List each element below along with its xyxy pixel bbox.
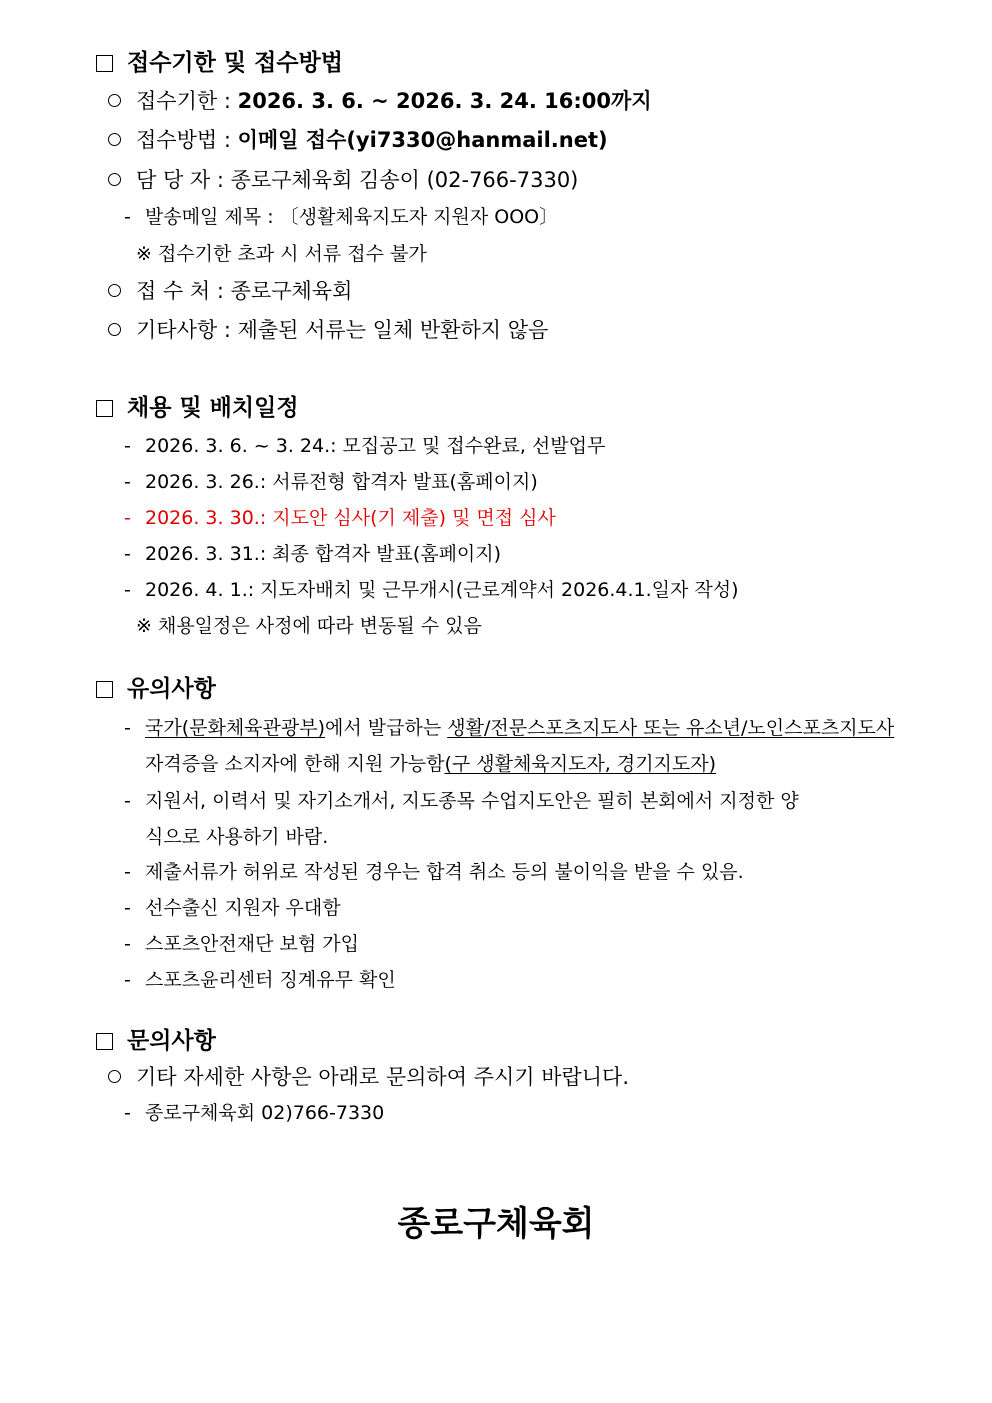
circle-bullet-icon <box>108 173 121 186</box>
notice-item-forms: - 지원서, 이력서 및 자기소개서, 지도종목 수업지도안은 필히 본회에서 지정한 양 <box>124 790 799 812</box>
submission-office: 접 수 처 : 종로구체육회 <box>108 281 352 302</box>
section-heading-application: 접수기한 및 접수방법 <box>96 52 343 75</box>
section-heading-inquiry: 문의사항 <box>96 1030 216 1053</box>
contact-value: 종로구체육회 김송이 (02-766-7330) <box>230 168 579 192</box>
schedule-item-highlighted: - 2026. 3. 30.: 지도안 심사(기 제출) 및 면접 심사 <box>124 507 556 529</box>
late-submission-note: ※ 접수기한 초과 시 서류 접수 불가 <box>136 243 427 265</box>
section-heading-schedule: 채용 및 배치일정 <box>96 397 299 420</box>
checkbox-square-icon <box>96 400 113 417</box>
circle-bullet-icon <box>108 284 121 297</box>
organization-signature: 종로구체육회 <box>397 1204 595 1244</box>
checkbox-square-icon <box>96 1033 113 1050</box>
schedule-note: ※ 채용일정은 사정에 따라 변동될 수 있음 <box>136 615 482 637</box>
application-deadline: 접수기한 : 2026. 3. 6. ~ 2026. 3. 24. 16:00까지 <box>108 91 652 112</box>
email-subject-rule: - 발송메일 제목 : 〔생활체육지도자 지원자 OOO〕 <box>124 206 559 228</box>
circle-bullet-icon <box>108 94 121 107</box>
deadline-value: 2026. 3. 6. ~ 2026. 3. 24. 16:00까지 <box>237 89 652 113</box>
schedule-item: - 2026. 3. 26.: 서류전형 합격자 발표(홈페이지) <box>124 471 538 493</box>
notice-item-insurance: - 스포츠안전재단 보험 가입 <box>124 933 359 955</box>
schedule-item: - 2026. 3. 31.: 최종 합격자 발표(홈페이지) <box>124 543 502 565</box>
notice-item-forms-cont: 식으로 사용하기 바람. <box>145 826 329 848</box>
circle-bullet-icon <box>108 1070 121 1083</box>
checkbox-square-icon <box>96 681 113 698</box>
schedule-item: - 2026. 4. 1.: 지도자배치 및 근무개시(근로계약서 2026.4.1.일자 작성) <box>124 579 739 601</box>
method-value: 이메일 접수(yi7330@hanmail.net) <box>237 128 608 152</box>
checkbox-square-icon <box>96 55 113 72</box>
section-heading-notes: 유의사항 <box>96 678 216 701</box>
notice-item-license-cont: 자격증을 소지자에 한해 지원 가능함(구 생활체육지도자, 경기지도자) <box>145 753 717 775</box>
notice-item-athlete: - 선수출신 지원자 우대함 <box>124 897 341 919</box>
schedule-item: - 2026. 3. 6. ~ 3. 24.: 모집공고 및 접수완료, 선발업무 <box>124 435 606 457</box>
other-matters: 기타사항 : 제출된 서류는 일체 반환하지 않음 <box>108 320 548 341</box>
inquiry-line: 기타 자세한 사항은 아래로 문의하여 주시기 바랍니다. <box>108 1067 629 1088</box>
inquiry-contact: - 종로구체육회 02)766-7330 <box>124 1102 385 1124</box>
notice-item-false-docs: - 제출서류가 허위로 작성된 경우는 합격 취소 등의 불이익을 받을 수 있음. <box>124 861 744 883</box>
contact-person: 담 당 자 : 종로구체육회 김송이 (02-766-7330) <box>108 170 578 191</box>
notice-item-ethics: - 스포츠윤리센터 징계유무 확인 <box>124 969 396 991</box>
circle-bullet-icon <box>108 133 121 146</box>
application-method: 접수방법 : 이메일 접수(yi7330@hanmail.net) <box>108 130 608 151</box>
notice-item-license: - 국가(문화체육관광부)에서 발급하는 생활/전문스포츠지도사 또는 유소년/노인스포츠지도사 <box>124 717 895 739</box>
circle-bullet-icon <box>108 323 121 336</box>
